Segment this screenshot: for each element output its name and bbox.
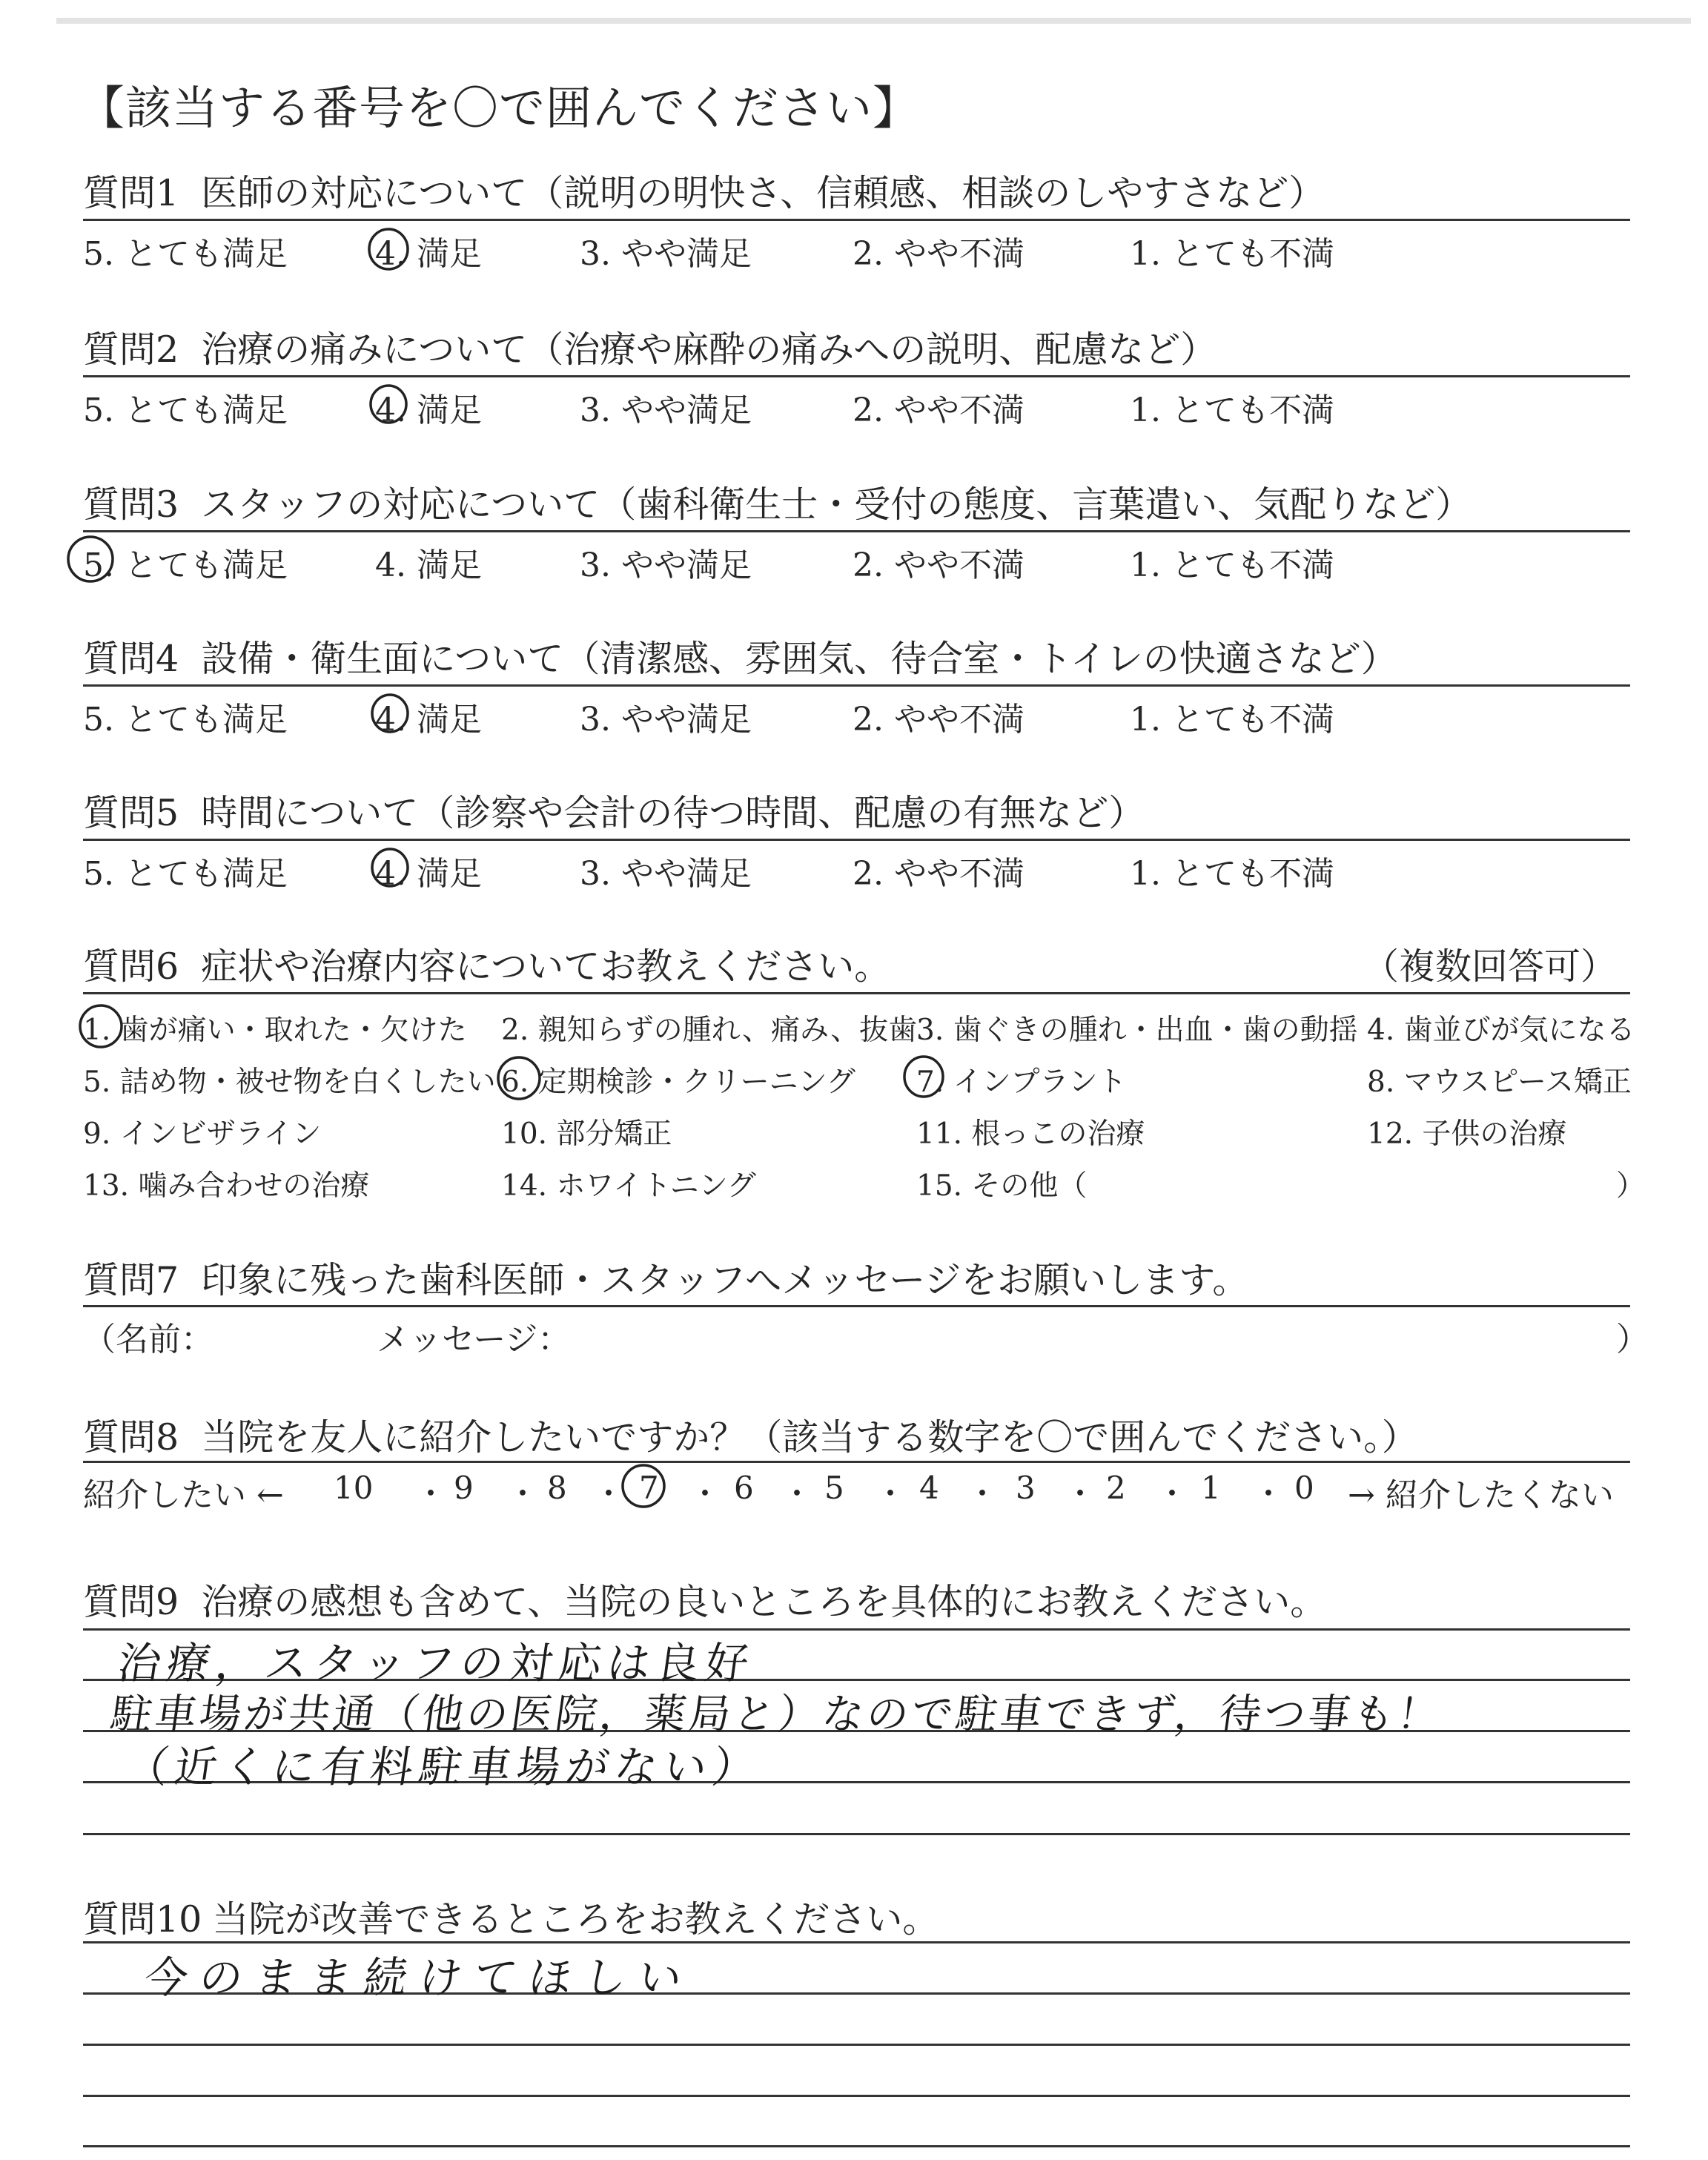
- message-close-paren: ）: [1616, 1321, 1649, 1358]
- question-3-text: スタッフの対応について（歯科衛生士・受付の態度、言葉遣い、気配りなど）: [201, 483, 1472, 526]
- q5-option-3[interactable]: 3. やや満足: [580, 855, 752, 893]
- scale-value-6[interactable]: 6: [734, 1470, 754, 1506]
- q4-option-4[interactable]: 4. 満足: [375, 701, 482, 739]
- q5-option-4[interactable]: 4. 満足: [375, 855, 482, 893]
- question-7-title: [83, 1252, 1248, 1304]
- question-7-rule: [83, 1305, 1630, 1307]
- question-1-text: 医師の対応について（説明の明快さ、信頼感、相談のしやすさなど）: [201, 172, 1325, 214]
- q9-answer-line-5: [83, 1833, 1630, 1835]
- scale-separator: ・: [781, 1476, 813, 1512]
- recommend-right-label: → 紹介したくない: [1348, 1476, 1614, 1514]
- q6-option-12[interactable]: 12. 子供の治療: [1367, 1117, 1567, 1151]
- scale-value-4[interactable]: 4: [919, 1470, 939, 1506]
- scale-separator: ・: [689, 1476, 721, 1512]
- q6-option-14[interactable]: 14. ホワイトニング: [501, 1169, 756, 1203]
- q6-option-4[interactable]: 4. 歯並びが気になる: [1367, 1014, 1635, 1047]
- q6-other-close-paren: ）: [1616, 1169, 1646, 1203]
- scale-value-7[interactable]: 7: [639, 1470, 659, 1506]
- q3-option-4[interactable]: 4. 満足: [375, 546, 482, 584]
- question-8-title: [83, 1409, 1418, 1461]
- q10-answer-line-5: [83, 2145, 1630, 2147]
- q9-handwritten-answer-2[interactable]: 駐車場が共通（他の医院，薬局と）なので駐車できず，待つ事も！: [107, 1691, 1446, 1739]
- q6-option-7[interactable]: 7. インプラント: [916, 1066, 1127, 1099]
- q6-option-15[interactable]: 15. その他（: [916, 1169, 1088, 1203]
- scale-value-10[interactable]: 10: [334, 1470, 374, 1506]
- scale-value-0[interactable]: 0: [1294, 1470, 1314, 1506]
- question-3-title: [83, 476, 1472, 528]
- question-7-number: 質問7: [83, 1259, 179, 1301]
- question-7-text: 印象に残った歯科医師・スタッフへメッセージをお願いします。: [201, 1259, 1249, 1301]
- question-9-number: 質問9: [83, 1581, 179, 1623]
- question-8-number: 質問8: [83, 1416, 179, 1459]
- q5-option-2[interactable]: 2. やや不満: [853, 855, 1025, 893]
- q6-option-2[interactable]: 2. 親知らずの腫れ、痛み、抜歯: [501, 1014, 918, 1047]
- name-field-label[interactable]: （名前：: [83, 1321, 214, 1358]
- q3-option-5[interactable]: 5. とても満足: [83, 546, 288, 584]
- question-6-number: 質問6: [83, 945, 179, 988]
- q6-option-10[interactable]: 10. 部分矯正: [501, 1117, 672, 1151]
- scale-value-8[interactable]: 8: [547, 1470, 567, 1506]
- top-border: [56, 18, 1691, 24]
- question-5-rule: [83, 839, 1630, 841]
- q10-handwritten-answer-1[interactable]: 今のまま続けてほしい: [141, 1952, 698, 2003]
- q4-option-5[interactable]: 5. とても満足: [83, 701, 288, 739]
- question-3-number: 質問3: [83, 483, 179, 526]
- question-6-rule: [83, 992, 1630, 994]
- question-1-title: [83, 165, 1325, 217]
- scale-separator: ・: [1065, 1476, 1096, 1512]
- q6-option-3[interactable]: 3. 歯ぐきの腫れ・出血・歯の動揺: [916, 1014, 1358, 1047]
- q1-option-5[interactable]: 5. とても満足: [83, 235, 288, 273]
- q10-answer-line-4: [83, 2095, 1630, 2097]
- form-heading: 【該当する番号を〇で囲んでください】: [79, 81, 920, 135]
- question-5-number: 質問5: [83, 792, 179, 834]
- question-4-number: 質問4: [83, 638, 179, 680]
- scale-separator: ・: [967, 1476, 999, 1512]
- question-5-title: [83, 785, 1145, 836]
- scale-value-1[interactable]: 1: [1201, 1470, 1221, 1506]
- question-2-rule: [83, 375, 1630, 377]
- question-2-title: [83, 321, 1217, 373]
- q9-handwritten-answer-1[interactable]: 治療，スタッフの対応は良好: [114, 1638, 758, 1688]
- q1-option-1[interactable]: 1. とても不満: [1130, 235, 1334, 273]
- q1-option-2[interactable]: 2. やや不満: [853, 235, 1025, 273]
- scale-separator: ・: [593, 1476, 625, 1512]
- q3-option-2[interactable]: 2. やや不満: [853, 546, 1025, 584]
- question-10-text: 当院が改善できるところをお教えください。: [212, 1898, 939, 1941]
- q6-option-1[interactable]: 1. 歯が痛い・取れた・欠けた: [83, 1014, 467, 1047]
- q10-answer-line-3: [83, 2044, 1630, 2046]
- question-4-rule: [83, 684, 1630, 687]
- recommend-left-label: 紹介したい ←: [83, 1476, 284, 1514]
- question-2-text: 治療の痛みについて（治療や麻酔の痛みへの説明、配慮など）: [201, 328, 1217, 371]
- scale-separator: ・: [875, 1476, 907, 1512]
- question-1-rule: [83, 219, 1630, 221]
- scale-separator: ・: [507, 1476, 539, 1512]
- question-4-title: [83, 630, 1397, 682]
- scale-value-3[interactable]: 3: [1016, 1470, 1036, 1506]
- question-2-number: 質問2: [83, 328, 179, 371]
- q5-option-1[interactable]: 1. とても不満: [1130, 855, 1334, 893]
- multiple-answers-note: （複数回答可）: [1363, 945, 1618, 988]
- q4-option-1[interactable]: 1. とても不満: [1130, 701, 1334, 739]
- q2-option-1[interactable]: 1. とても不満: [1130, 392, 1334, 429]
- message-field-label[interactable]: メッセージ：: [377, 1321, 571, 1358]
- question-8-rule: [83, 1461, 1630, 1463]
- question-3-rule: [83, 530, 1630, 532]
- q6-option-8[interactable]: 8. マウスピース矯正: [1367, 1066, 1632, 1099]
- question-9-title: [83, 1573, 1326, 1625]
- q1-option-3[interactable]: 3. やや満足: [580, 235, 752, 273]
- q6-option-6[interactable]: 6. 定期検診・クリーニング: [501, 1066, 855, 1099]
- scale-value-9[interactable]: 9: [454, 1470, 474, 1506]
- q1-option-4[interactable]: 4. 満足: [375, 235, 482, 273]
- question-8-text: 当院を友人に紹介したいですか？（該当する数字を〇で囲んでください。）: [201, 1416, 1418, 1459]
- question-10-number: 質問10: [83, 1898, 202, 1941]
- question-4-text: 設備・衛生面について（清潔感、雰囲気、待合室・トイレの快適さなど）: [201, 638, 1397, 680]
- q2-option-4[interactable]: 4. 満足: [375, 392, 482, 429]
- q4-option-3[interactable]: 3. やや満足: [580, 701, 752, 739]
- q3-option-1[interactable]: 1. とても不満: [1130, 546, 1334, 584]
- question-9-text: 治療の感想も含めて、当院の良いところを具体的にお教えください。: [201, 1581, 1327, 1623]
- question-6-title: [83, 938, 890, 990]
- q2-option-5[interactable]: 5. とても満足: [83, 392, 288, 429]
- scale-value-2[interactable]: 2: [1106, 1470, 1126, 1506]
- scale-separator: ・: [1156, 1476, 1188, 1512]
- scale-value-5[interactable]: 5: [824, 1470, 844, 1506]
- q6-option-13[interactable]: 13. 噛み合わせの治療: [83, 1169, 370, 1203]
- q6-option-9[interactable]: 9. インビザライン: [83, 1117, 322, 1151]
- question-1-number: 質問1: [83, 172, 179, 214]
- q2-option-2[interactable]: 2. やや不満: [853, 392, 1025, 429]
- q6-option-5[interactable]: 5. 詰め物・被せ物を白くしたい: [83, 1066, 496, 1099]
- q6-option-11[interactable]: 11. 根っこの治療: [916, 1117, 1145, 1151]
- scale-separator: ・: [1253, 1476, 1285, 1512]
- question-10-title: [83, 1891, 939, 1943]
- scale-separator: ・: [415, 1476, 447, 1512]
- question-6-text: 症状や治療内容についてお教えください。: [201, 945, 891, 988]
- q4-option-2[interactable]: 2. やや不満: [853, 701, 1025, 739]
- q5-option-5[interactable]: 5. とても満足: [83, 855, 288, 893]
- q2-option-3[interactable]: 3. やや満足: [580, 392, 752, 429]
- q3-option-3[interactable]: 3. やや満足: [580, 546, 752, 584]
- q9-handwritten-answer-3[interactable]: （近くに有料駐車場がない）: [122, 1742, 766, 1792]
- question-5-text: 時間について（診察や会計の待つ時間、配慮の有無など）: [201, 792, 1145, 834]
